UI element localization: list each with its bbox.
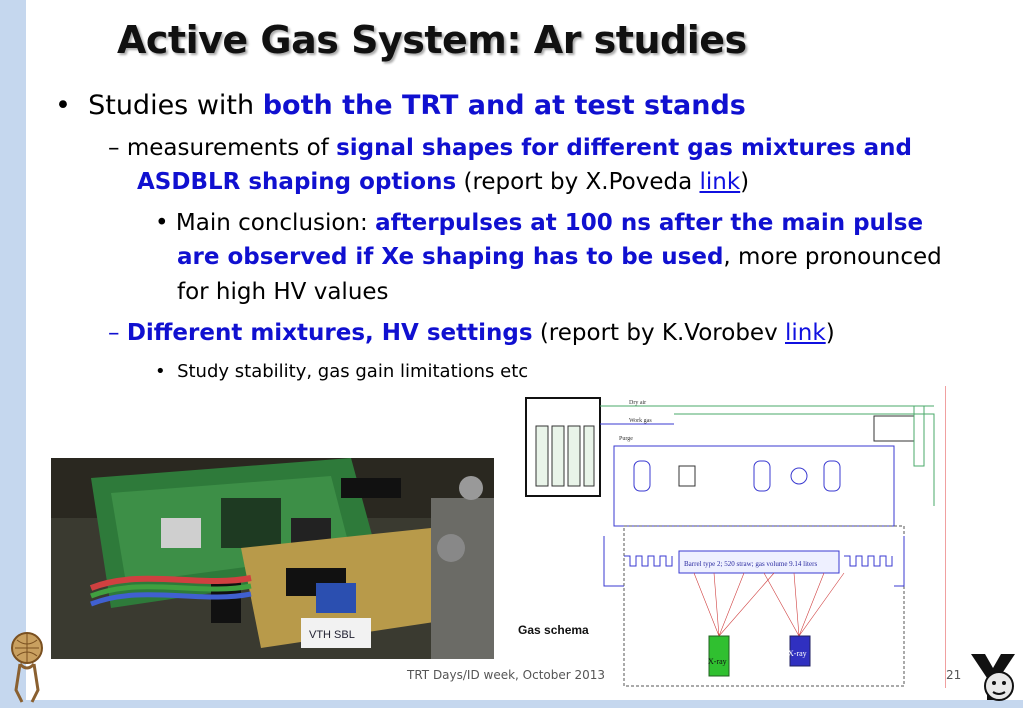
bullet-3-line3: for high HV values [177, 279, 389, 305]
slide-footer: TRT Days/ID week, October 2013 [407, 668, 606, 682]
atlas-statue-logo [2, 630, 52, 704]
bullet-2-text: measurements of [126, 135, 337, 161]
bullet-4-highlight: Different mixtures, HV settings [126, 320, 533, 346]
bullet-4-post: (report by K.Vorobev [532, 320, 785, 346]
bullet-2-highlight-b: ASDBLR shaping options [137, 169, 457, 195]
bullet-2-line2 [137, 169, 749, 195]
bullet-dot: • [155, 210, 176, 236]
page-number: 21 [946, 668, 962, 682]
purge-label: Purge [619, 436, 633, 442]
gas-schema-diagram [514, 386, 946, 688]
dry-air-label: Dry air [629, 400, 647, 406]
bullet-5 [155, 361, 528, 382]
dash-marker: – [108, 320, 127, 346]
bullet-3-line2 [177, 244, 942, 270]
test-stand-photo [51, 458, 494, 659]
left-accent-bar [0, 0, 26, 708]
bullet-3-post: , more pronounced [723, 244, 942, 270]
bullet-dot: • [55, 90, 89, 121]
bullet-1-highlight: both the TRT and at test stands [262, 90, 746, 121]
bullet-3-line1 [155, 210, 923, 236]
bullet-4-close: ) [825, 320, 835, 346]
vorobev-report-link[interactable]: link [785, 320, 826, 346]
work-gas-label: Work gas [629, 418, 652, 424]
bottom-accent-bar [0, 700, 1023, 708]
slide-title: Active Gas System: Ar studies [117, 18, 747, 62]
barrel-label: Barrel type 2; 520 straw; gas volume 9.14 liters [684, 560, 818, 568]
gas-schema-caption: Gas schema [518, 623, 589, 637]
xray-label-1: X-ray [708, 657, 727, 666]
bullet-2-close: ) [740, 169, 750, 195]
bullet-dot: • [155, 361, 178, 382]
bullet-3-highlight-a: afterpulses at 100 ns after the main pulse [375, 210, 924, 236]
bulldog-y-logo [965, 650, 1021, 706]
poveda-report-link[interactable]: link [699, 169, 741, 195]
bullet-1-text: Studies with [88, 90, 263, 121]
bullet-2-line1 [108, 135, 912, 161]
bullet-3-text: Main conclusion: [175, 210, 376, 236]
bullet-4 [108, 320, 835, 346]
dash-marker: – [108, 135, 127, 161]
bullet-2-post: (report by X.Poveda [456, 169, 700, 195]
bullet-1 [55, 90, 746, 121]
bullet-5-text: Study stability, gas gain limitations etc [177, 361, 529, 382]
bullet-2-highlight-a: signal shapes for different gas mixtures and [336, 135, 913, 161]
bullet-3-highlight-b: are observed if Xe shaping has to be used [177, 244, 724, 270]
svg-text:VTH SBL: VTH SBL [309, 629, 355, 641]
xray-label-2: X-ray [788, 649, 807, 658]
